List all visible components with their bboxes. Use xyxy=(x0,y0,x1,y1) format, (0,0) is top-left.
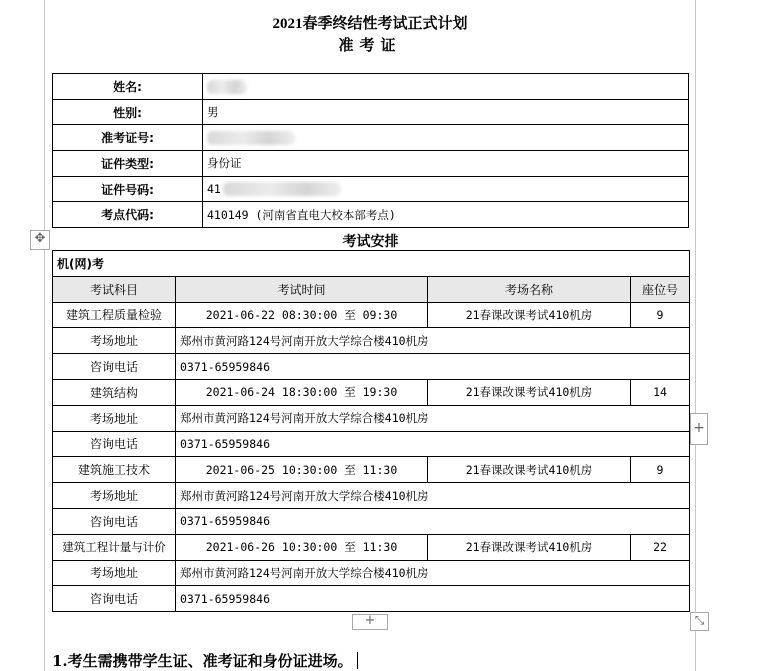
exam-address[interactable]: 郑州市黄河路124号河南开放大学综合楼410机房 xyxy=(176,483,690,509)
add-row-button[interactable] xyxy=(352,614,388,630)
address-label: 考场地址 xyxy=(53,328,176,354)
exam-time[interactable]: 2021-06-25 10:30:00 至 11:30 xyxy=(176,457,428,483)
exam-address[interactable]: 郑州市黄河路124号河南开放大学综合楼410机房 xyxy=(176,560,690,586)
phone-label: 咨询电话 xyxy=(53,508,176,534)
table-row xyxy=(53,483,690,509)
column-header: 考试科目 xyxy=(53,276,176,302)
candidate-info-table[interactable] xyxy=(52,73,689,228)
exam-phone[interactable]: 0371-65959846 xyxy=(176,354,690,380)
info-row-idtype xyxy=(53,151,689,177)
info-row-idnumber xyxy=(53,176,689,202)
info-label: 姓名: xyxy=(53,74,203,100)
redacted-name xyxy=(207,80,247,94)
exam-room[interactable]: 21春课改课考试410机房 xyxy=(428,302,631,328)
info-label: 证件类型: xyxy=(53,151,203,177)
info-row-gender xyxy=(53,99,689,125)
info-value-idnumber[interactable]: 41 xyxy=(203,176,689,202)
column-header: 考场名称 xyxy=(428,276,631,302)
table-row xyxy=(53,508,690,534)
info-value-name[interactable] xyxy=(203,74,689,100)
info-value-gender[interactable]: 男 xyxy=(203,99,689,125)
resize-icon[interactable]: ⤡ xyxy=(690,612,709,631)
column-header: 考试时间 xyxy=(176,276,428,302)
schedule-title: 考试安排 xyxy=(342,234,399,250)
exam-room[interactable]: 21春课改课考试410机房 xyxy=(428,534,631,560)
exam-room[interactable]: 21春课改课考试410机房 xyxy=(428,457,631,483)
table-row xyxy=(53,354,690,380)
address-label: 考场地址 xyxy=(53,483,176,509)
exam-subject[interactable]: 建筑结构 xyxy=(53,379,176,405)
column-header: 座位号 xyxy=(631,276,690,302)
table-row xyxy=(53,560,690,586)
table-row xyxy=(53,586,690,612)
exam-time[interactable]: 2021-06-24 18:30:00 至 19:30 xyxy=(176,379,428,405)
plus-icon: + xyxy=(693,420,705,436)
table-row xyxy=(53,328,690,354)
table-row xyxy=(53,457,690,483)
info-row-sitecode xyxy=(53,202,689,228)
info-row-name xyxy=(53,74,689,100)
table-row xyxy=(53,405,690,431)
page-left-edge xyxy=(44,0,45,671)
exam-subject[interactable]: 建筑施工技术 xyxy=(53,457,176,483)
exam-phone[interactable]: 0371-65959846 xyxy=(176,508,690,534)
exam-phone[interactable]: 0371-65959846 xyxy=(176,431,690,457)
table-row xyxy=(53,534,690,560)
info-label: 性别: xyxy=(53,99,203,125)
add-column-button[interactable] xyxy=(690,413,708,445)
redacted-id-number xyxy=(223,182,341,196)
info-value-ticket[interactable] xyxy=(203,125,689,151)
info-label: 证件号码: xyxy=(53,176,203,202)
table-row xyxy=(53,431,690,457)
schedule-header-row xyxy=(53,276,690,302)
table-row xyxy=(53,379,690,405)
phone-label: 咨询电话 xyxy=(53,431,176,457)
document-subtitle: 准考证 xyxy=(338,38,402,54)
exam-seat[interactable]: 9 xyxy=(631,457,690,483)
exam-room[interactable]: 21春课改课考试410机房 xyxy=(428,379,631,405)
exam-type-label: 机(网)考 xyxy=(53,251,690,277)
exam-note[interactable]: 1.考生需携带学生证、准考证和身份证进场。 xyxy=(52,650,358,671)
exam-subject[interactable]: 建筑工程质量检验 xyxy=(53,302,176,328)
info-value-idtype[interactable]: 身份证 xyxy=(203,151,689,177)
exam-seat[interactable]: 14 xyxy=(631,379,690,405)
redacted-ticket-number xyxy=(207,131,295,145)
info-label: 准考证号: xyxy=(53,125,203,151)
move-icon[interactable]: ✥ xyxy=(30,230,50,250)
exam-seat[interactable]: 22 xyxy=(631,534,690,560)
address-label: 考场地址 xyxy=(53,405,176,431)
exam-type-row xyxy=(53,251,690,277)
exam-time[interactable]: 2021-06-26 10:30:00 至 11:30 xyxy=(176,534,428,560)
phone-label: 咨询电话 xyxy=(53,586,176,612)
page-right-edge xyxy=(695,0,696,671)
exam-address[interactable]: 郑州市黄河路124号河南开放大学综合楼410机房 xyxy=(176,405,690,431)
plus-icon: + xyxy=(364,613,376,628)
info-label: 考点代码: xyxy=(53,202,203,228)
phone-label: 咨询电话 xyxy=(53,354,176,380)
text-cursor xyxy=(357,652,358,669)
exam-address[interactable]: 郑州市黄河路124号河南开放大学综合楼410机房 xyxy=(176,328,690,354)
exam-subject[interactable]: 建筑工程计量与计价 xyxy=(53,534,176,560)
exam-phone[interactable]: 0371-65959846 xyxy=(176,586,690,612)
info-value-sitecode[interactable]: 410149 (河南省直电大校本部考点) xyxy=(203,202,689,228)
table-row xyxy=(53,302,690,328)
exam-schedule-table[interactable] xyxy=(52,250,690,612)
document-title: 2021春季终结性考试正式计划 xyxy=(272,16,468,32)
exam-seat[interactable]: 9 xyxy=(631,302,690,328)
exam-time[interactable]: 2021-06-22 08:30:00 至 09:30 xyxy=(176,302,428,328)
address-label: 考场地址 xyxy=(53,560,176,586)
info-row-ticket xyxy=(53,125,689,151)
